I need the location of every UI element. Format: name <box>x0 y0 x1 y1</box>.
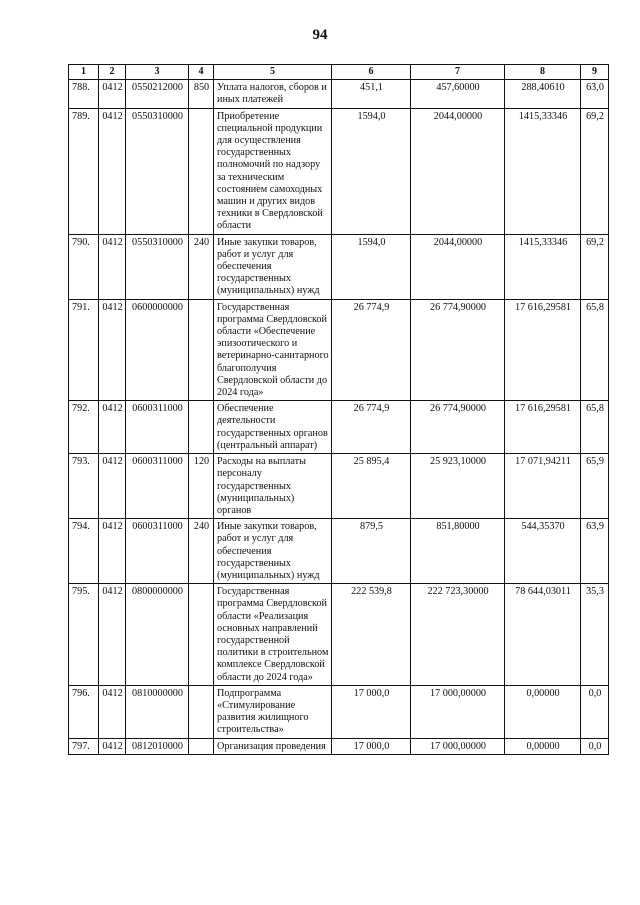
target-article-code: 0600311000 <box>126 519 189 584</box>
amount-col7: 851,80000 <box>411 519 505 584</box>
percent-col9: 0,0 <box>581 738 609 754</box>
expense-type-code <box>189 584 214 686</box>
header-cell: 9 <box>581 65 609 80</box>
budget-table <box>68 64 609 755</box>
row-number: 789. <box>69 108 99 234</box>
target-article-code: 0800000000 <box>126 584 189 686</box>
target-article-code: 0812010000 <box>126 738 189 754</box>
table-row <box>69 401 609 454</box>
row-number: 792. <box>69 401 99 454</box>
row-number: 793. <box>69 454 99 519</box>
amount-col6: 26 774,9 <box>332 401 411 454</box>
item-name: Организация проведения <box>214 738 332 754</box>
amount-col8: 17 071,94211 <box>505 454 581 519</box>
percent-col9: 35,3 <box>581 584 609 686</box>
table-row <box>69 299 609 401</box>
amount-col7: 457,60000 <box>411 80 505 108</box>
item-name: Государственная программа Свердловской области «Обеспечение эпизоотического и ветеринарно-санитарного благополучия Свердловской области до 2024 года» <box>214 299 332 401</box>
amount-col6: 451,1 <box>332 80 411 108</box>
amount-col6: 222 539,8 <box>332 584 411 686</box>
amount-col6: 17 000,0 <box>332 685 411 738</box>
header-cell: 4 <box>189 65 214 80</box>
amount-col8: 0,00000 <box>505 738 581 754</box>
amount-col7: 17 000,00000 <box>411 685 505 738</box>
row-number: 796. <box>69 685 99 738</box>
section-code: 0412 <box>99 299 126 401</box>
expense-type-code: 120 <box>189 454 214 519</box>
row-number: 795. <box>69 584 99 686</box>
amount-col6: 1594,0 <box>332 108 411 234</box>
section-code: 0412 <box>99 584 126 686</box>
item-name: Государственная программа Свердловской области «Реализация основных направлений государственной политики в строительном комплексе Свердловской области до 2024 года» <box>214 584 332 686</box>
row-number: 790. <box>69 234 99 299</box>
header-cell: 3 <box>126 65 189 80</box>
table-row <box>69 454 609 519</box>
item-name: Расходы на выплаты персоналу государственных (муниципальных) органов <box>214 454 332 519</box>
section-code: 0412 <box>99 685 126 738</box>
percent-col9: 65,9 <box>581 454 609 519</box>
amount-col6: 879,5 <box>332 519 411 584</box>
percent-col9: 0,0 <box>581 685 609 738</box>
section-code: 0412 <box>99 108 126 234</box>
target-article-code: 0600311000 <box>126 454 189 519</box>
row-number: 797. <box>69 738 99 754</box>
amount-col8: 78 644,03011 <box>505 584 581 686</box>
expense-type-code: 850 <box>189 80 214 108</box>
table-row <box>69 685 609 738</box>
row-number: 791. <box>69 299 99 401</box>
item-name: Подпрограмма «Стимулирование развития жилищного строительства» <box>214 685 332 738</box>
amount-col6: 25 895,4 <box>332 454 411 519</box>
table-row <box>69 108 609 234</box>
amount-col7: 26 774,90000 <box>411 401 505 454</box>
header-cell: 8 <box>505 65 581 80</box>
expense-type-code <box>189 401 214 454</box>
percent-col9: 63,9 <box>581 519 609 584</box>
item-name: Приобретение специальной продукции для осуществления государственных полномочий по надзору за техническим состоянием самоходных машин и других видов техники в Свердловской области <box>214 108 332 234</box>
expense-type-code <box>189 685 214 738</box>
amount-col6: 17 000,0 <box>332 738 411 754</box>
expense-type-code <box>189 299 214 401</box>
target-article-code: 0550310000 <box>126 108 189 234</box>
expense-type-code: 240 <box>189 234 214 299</box>
header-cell: 5 <box>214 65 332 80</box>
amount-col8: 288,40610 <box>505 80 581 108</box>
item-name: Уплата налогов, сборов и иных платежей <box>214 80 332 108</box>
target-article-code: 0600000000 <box>126 299 189 401</box>
amount-col7: 17 000,00000 <box>411 738 505 754</box>
section-code: 0412 <box>99 738 126 754</box>
expense-type-code: 240 <box>189 519 214 584</box>
amount-col6: 1594,0 <box>332 234 411 299</box>
row-number: 788. <box>69 80 99 108</box>
section-code: 0412 <box>99 80 126 108</box>
section-code: 0412 <box>99 519 126 584</box>
amount-col7: 25 923,10000 <box>411 454 505 519</box>
section-code: 0412 <box>99 454 126 519</box>
percent-col9: 69,2 <box>581 108 609 234</box>
amount-col8: 17 616,29581 <box>505 299 581 401</box>
section-code: 0412 <box>99 234 126 299</box>
item-name: Обеспечение деятельности государственных органов (центральный аппарат) <box>214 401 332 454</box>
target-article-code: 0810000000 <box>126 685 189 738</box>
section-code: 0412 <box>99 401 126 454</box>
header-cell: 1 <box>69 65 99 80</box>
amount-col8: 544,35370 <box>505 519 581 584</box>
amount-col7: 26 774,90000 <box>411 299 505 401</box>
item-name: Иные закупки товаров, работ и услуг для обеспечения государственных (муниципальных) нужд <box>214 234 332 299</box>
table-row <box>69 80 609 108</box>
target-article-code: 0550212000 <box>126 80 189 108</box>
amount-col7: 2044,00000 <box>411 108 505 234</box>
target-article-code: 0600311000 <box>126 401 189 454</box>
percent-col9: 65,8 <box>581 401 609 454</box>
expense-type-code <box>189 738 214 754</box>
header-row <box>69 65 609 80</box>
header-cell: 2 <box>99 65 126 80</box>
percent-col9: 65,8 <box>581 299 609 401</box>
header-cell: 6 <box>332 65 411 80</box>
item-name: Иные закупки товаров, работ и услуг для обеспечения государственных (муниципальных) нужд <box>214 519 332 584</box>
amount-col6: 26 774,9 <box>332 299 411 401</box>
table-row <box>69 519 609 584</box>
table-row <box>69 584 609 686</box>
percent-col9: 63,0 <box>581 80 609 108</box>
header-cell: 7 <box>411 65 505 80</box>
page-number: 94 <box>312 27 328 43</box>
percent-col9: 69,2 <box>581 234 609 299</box>
amount-col7: 222 723,30000 <box>411 584 505 686</box>
amount-col8: 1415,33346 <box>505 108 581 234</box>
table-row <box>69 234 609 299</box>
amount-col8: 17 616,29581 <box>505 401 581 454</box>
row-number: 794. <box>69 519 99 584</box>
table-row <box>69 738 609 754</box>
target-article-code: 0550310000 <box>126 234 189 299</box>
amount-col7: 2044,00000 <box>411 234 505 299</box>
expense-type-code <box>189 108 214 234</box>
amount-col8: 1415,33346 <box>505 234 581 299</box>
amount-col8: 0,00000 <box>505 685 581 738</box>
